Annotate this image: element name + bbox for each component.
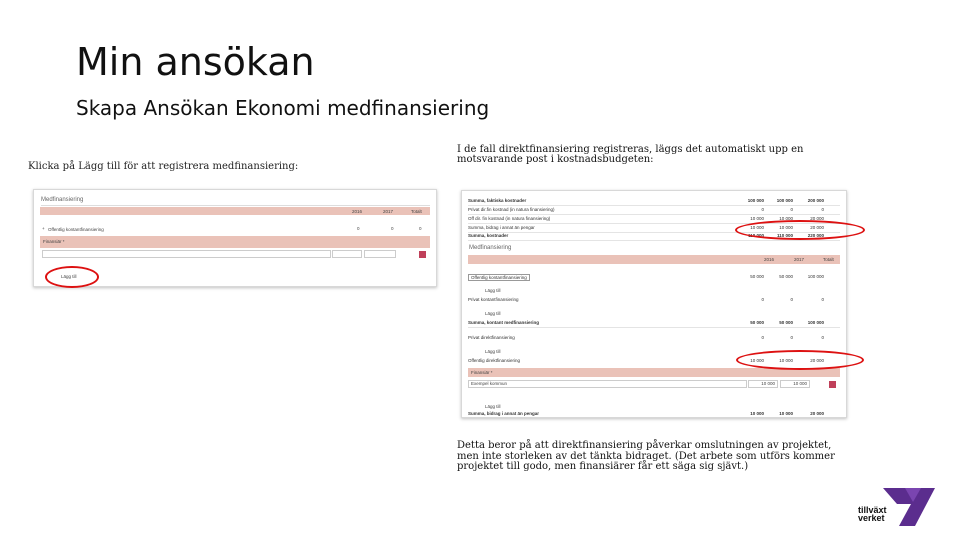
cost-2016: 100 000 — [747, 198, 764, 203]
value-2017: 10 000 — [779, 411, 793, 416]
delete-row-button[interactable] — [829, 381, 836, 388]
divider — [41, 205, 430, 206]
value-total: 0 — [419, 226, 422, 231]
add-button[interactable]: Lägg till — [485, 311, 501, 316]
left-instruction: Klicka på Lägg till för att registrera medfinansiering: — [28, 161, 299, 172]
slide-title: Min ansökan — [76, 40, 315, 84]
column-header-bar — [40, 207, 430, 215]
row-label-public-cash[interactable]: Offentlig kontantfinansiering — [48, 227, 104, 232]
col-2016: 2016 — [352, 209, 363, 214]
value-total: 20 000 — [810, 411, 824, 416]
cost-row-label: Privat dir.fin kostnad (in natura finansiering) — [468, 207, 555, 212]
private-cash-row[interactable] — [468, 296, 840, 304]
cost-2017: 100 000 — [776, 198, 793, 203]
financier-input[interactable] — [468, 380, 747, 388]
delete-row-button[interactable] — [419, 251, 426, 258]
value-total: 0 — [821, 297, 824, 302]
cost-total: 0 — [821, 207, 824, 212]
col-2016: 2016 — [764, 257, 775, 262]
value-2016: 0 — [761, 335, 764, 340]
cost-2017: 10 000 — [779, 225, 793, 230]
public-cash-label[interactable]: Offentlig kontantfinansiering — [468, 274, 530, 281]
highlight-oval-cost — [735, 220, 865, 240]
col-2017: 2017 — [794, 257, 805, 262]
cost-2017: 0 — [790, 207, 793, 212]
financier-input[interactable] — [42, 250, 331, 258]
cost-2017: 10 000 — [779, 216, 793, 221]
cost-row-label: Summa, faktiska kostnader — [468, 198, 527, 203]
value-total: 20 000 — [810, 358, 824, 363]
value-2016: 0 — [357, 226, 360, 231]
value-2016: 10 000 — [750, 358, 764, 363]
cost-total: 200 000 — [807, 198, 824, 203]
cost-row — [468, 197, 840, 206]
financier-2016-input[interactable] — [332, 250, 362, 258]
value-2016: 0 — [761, 297, 764, 302]
financier-2016-value: 10 000 — [761, 381, 775, 386]
sum-other-row — [468, 410, 840, 418]
bottom-note: Detta beror på att direktfinansiering påverkar omslutningen av projektet, men inte storleken av det tänkta bidraget. (Det arbete som utförs kommer projektet till godo, men finansiärer får ett säga sig sjävt.) — [457, 440, 835, 472]
add-button[interactable]: Lägg till — [485, 349, 501, 354]
cost-row-label: Summa, kostnader — [468, 233, 509, 238]
private-cash-label[interactable]: Privat kontantfinansiering — [468, 297, 519, 302]
value-2017: 10 000 — [779, 358, 793, 363]
value-2016: 10 000 — [750, 411, 764, 416]
public-direct-label[interactable]: Offentlig direktfinansiering — [468, 358, 520, 363]
financier-2017-value: 10 000 — [793, 381, 807, 386]
public-cash-row[interactable] — [468, 273, 840, 281]
logo-text — [858, 506, 887, 522]
sum-cash-label: Summa, kontant medfinansiering — [468, 320, 540, 325]
col-total: Totalt — [411, 209, 422, 214]
financier-bar — [40, 236, 430, 248]
financier-value: Exempel kommun — [471, 381, 508, 386]
right-instruction: I de fall direktfinansiering registreras, läggs det automatiskt upp en motsvarande post i kostnadsbudgeten: — [457, 144, 804, 165]
sum-cash-row — [468, 319, 840, 328]
value-total: 0 — [821, 335, 824, 340]
slide-subtitle: Skapa Ansökan Ekonomi medfinansiering — [76, 96, 490, 120]
col-total: Totalt — [823, 257, 834, 262]
cost-row-label: Off dir. fin kostnad (in natura finansiering) — [468, 216, 551, 221]
cost-2016: 0 — [761, 207, 764, 212]
value-2017: 0 — [790, 335, 793, 340]
value-total: 100 000 — [807, 274, 824, 279]
col-2017: 2017 — [383, 209, 394, 214]
highlight-oval-add — [45, 266, 99, 288]
value-2016: 50 000 — [750, 320, 764, 325]
medfin-header: Medfinansiering — [469, 245, 512, 251]
cost-2016: 10 000 — [750, 225, 764, 230]
cost-total: 220 000 — [807, 233, 824, 238]
financier-label: Finansiär * — [43, 239, 65, 244]
value-2016: 50 000 — [750, 274, 764, 279]
value-total: 100 000 — [807, 320, 824, 325]
panel-header: Medfinansiering — [41, 197, 84, 203]
value-2017: 0 — [391, 226, 394, 231]
cost-total: 20 000 — [810, 216, 824, 221]
logo-line1: tillväxt — [858, 505, 887, 515]
value-2017: 0 — [790, 297, 793, 302]
private-direct-label[interactable]: Privat direktfinansiering — [468, 335, 515, 340]
financier-2016-input[interactable] — [748, 380, 778, 388]
cost-2016: 110 000 — [747, 233, 764, 238]
financier-2017-input[interactable] — [364, 250, 396, 258]
logo-line2: verket — [858, 513, 885, 523]
cost-2017: 110 000 — [776, 233, 793, 238]
medfin-column-bar — [468, 255, 840, 264]
expand-icon[interactable]: + — [42, 226, 45, 231]
value-2017: 50 000 — [779, 320, 793, 325]
add-button[interactable]: Lägg till — [485, 288, 501, 293]
sum-other-label: Summa, bidrag i annat än pengar — [468, 411, 540, 416]
value-2017: 50 000 — [779, 274, 793, 279]
cost-total: 20 000 — [810, 225, 824, 230]
add-button[interactable]: Lägg till — [61, 274, 77, 279]
private-direct-row[interactable] — [468, 334, 840, 342]
cost-2016: 10 000 — [750, 216, 764, 221]
financier-2017-input[interactable] — [780, 380, 810, 388]
financier-label: Finansiär * — [471, 370, 493, 375]
cost-row-label: Summa, bidrag i annat än pengar — [468, 225, 535, 230]
highlight-oval-direct — [736, 350, 864, 370]
cost-row — [468, 206, 840, 215]
add-button[interactable]: Lägg till — [485, 404, 501, 409]
